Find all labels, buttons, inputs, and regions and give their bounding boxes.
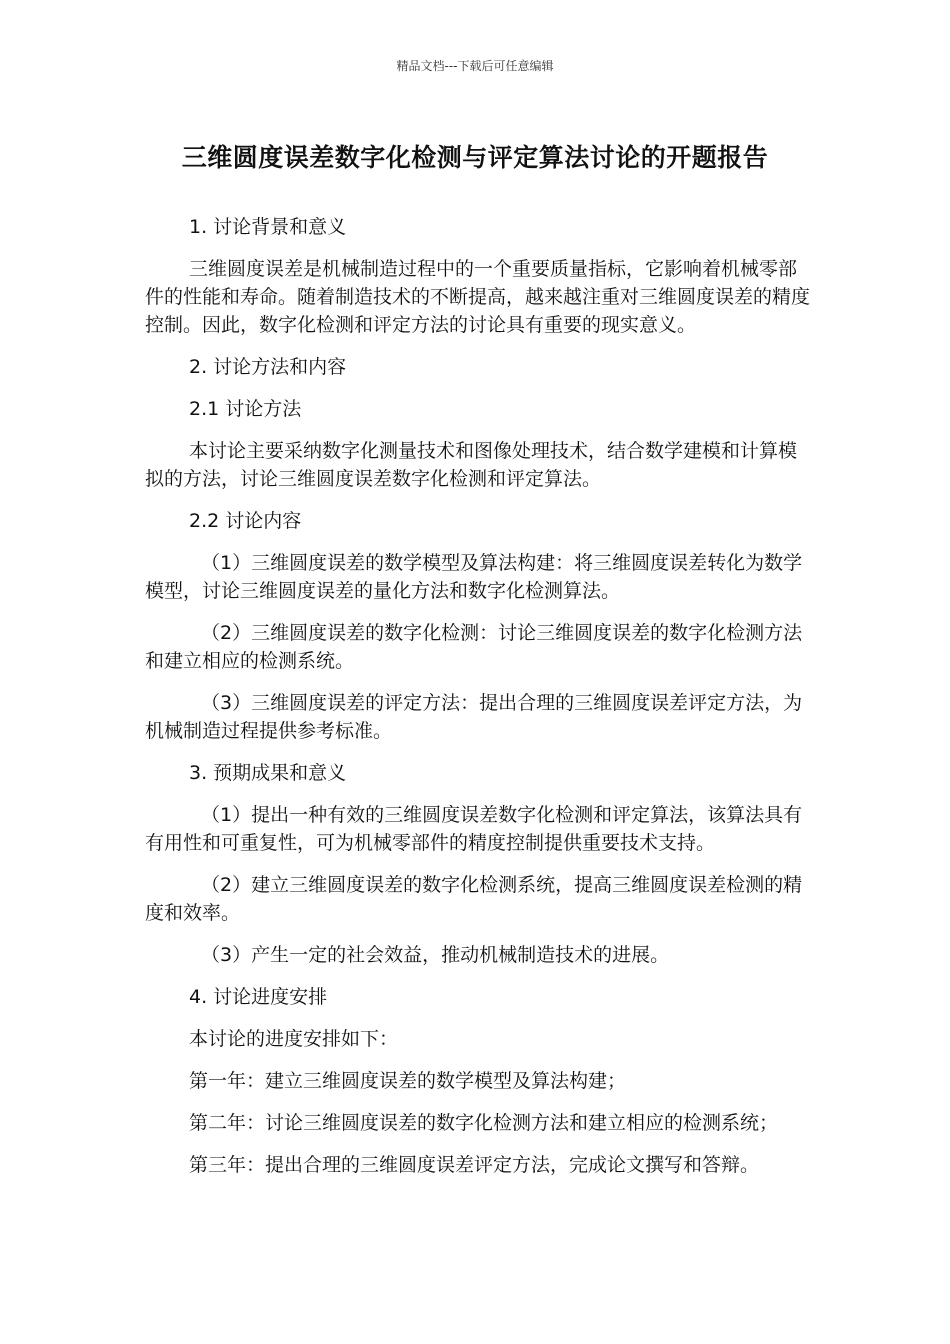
schedule-year-1: 第一年：建立三维圆度误差的数学模型及算法构建； [189, 1070, 627, 1092]
document-body [145, 213, 815, 1193]
content-item-3: （3）三维圆度误差的评定方法：提出合理的三维圆度误差评定方法，为机械制造过程提供参考标准。 [145, 692, 803, 742]
schedule-intro: 本讨论的进度安排如下： [189, 1028, 399, 1050]
header-note: 精品文档---下载后可任意编辑 [396, 59, 554, 73]
paragraph-method: 本讨论主要采纳数字化测量技术和图像处理技术，结合数学建模和计算模拟的方法，讨论三维圆度误差数字化检测和评定算法。 [145, 440, 798, 490]
paragraph-background: 三维圆度误差是机械制造过程中的一个重要质量指标，它影响着机械零部件的性能和寿命。随着制造技术的不断提高，越来越注重对三维圆度误差的精度控制。因此，数字化检测和评定方法的讨论具有重要的现实意义。 [145, 258, 811, 336]
outcome-item-3: （3）产生一定的社会效益，推动机械制造技术的进展。 [201, 944, 670, 966]
schedule-year-2: 第二年：讨论三维圆度误差的数字化检测方法和建立相应的检测系统； [189, 1112, 779, 1134]
outcome-item-1: （1）提出一种有效的三维圆度误差数字化检测和评定算法，该算法具有有用性和可重复性，可为机械零部件的精度控制提供重要技术支持。 [145, 804, 803, 854]
subsection-heading-method: 2.1 讨论方法 [189, 398, 302, 420]
content-item-1: （1）三维圆度误差的数学模型及算法构建：将三维圆度误差转化为数学模型，讨论三维圆度误差的量化方法和数字化检测算法。 [145, 552, 803, 602]
section-heading-outcomes: 3. 预期成果和意义 [189, 762, 347, 784]
section-heading-methods: 2. 讨论方法和内容 [189, 356, 347, 378]
section-heading-background: 1. 讨论背景和意义 [189, 216, 347, 238]
content-item-2: （2）三维圆度误差的数字化检测：讨论三维圆度误差的数字化检测方法和建立相应的检测系统。 [145, 622, 803, 672]
subsection-heading-content: 2.2 讨论内容 [189, 510, 302, 532]
document-title: 三维圆度误差数字化检测与评定算法讨论的开题报告 [181, 143, 769, 172]
outcome-item-2: （2）建立三维圆度误差的数字化检测系统，提高三维圆度误差检测的精度和效率。 [145, 874, 803, 924]
section-heading-schedule: 4. 讨论进度安排 [189, 986, 328, 1008]
schedule-year-3: 第三年：提出合理的三维圆度误差评定方法，完成论文撰写和答辩。 [189, 1154, 760, 1176]
